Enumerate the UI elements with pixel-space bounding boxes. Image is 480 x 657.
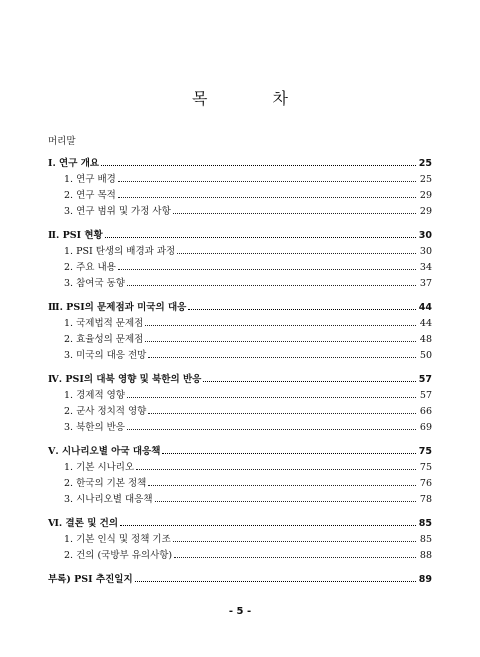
dot-leader xyxy=(148,484,416,486)
toc-section-2 xyxy=(48,227,432,291)
toc-item-label: 2. 건의 (국방부 유의사항) xyxy=(64,550,173,561)
toc-page-number: 30 xyxy=(419,246,432,257)
toc-item xyxy=(48,491,432,507)
toc-heading xyxy=(48,443,432,459)
table-of-contents xyxy=(48,155,432,587)
toc-page-number: 76 xyxy=(419,478,432,489)
toc-page-number: 30 xyxy=(418,230,432,241)
dot-leader xyxy=(148,356,416,358)
toc-page-number: 25 xyxy=(419,174,432,185)
toc-item-label: 3. 북한의 반응 xyxy=(64,422,125,433)
toc-heading xyxy=(48,155,432,171)
toc-heading xyxy=(48,371,432,387)
page-title: 목 차 xyxy=(192,89,318,108)
dot-leader xyxy=(145,340,416,342)
page-footer-number: - 5 - xyxy=(228,606,252,617)
toc-page-number: 89 xyxy=(418,574,432,585)
toc-page-number: 88 xyxy=(419,550,432,561)
toc-item xyxy=(48,331,432,347)
toc-heading-label: Ⅲ. PSI의 문제점과 미국의 대응 xyxy=(48,302,187,313)
toc-item xyxy=(48,243,432,259)
toc-page-number: 48 xyxy=(419,334,432,345)
toc-item xyxy=(48,419,432,435)
dot-leader xyxy=(118,180,416,182)
toc-page-number: 78 xyxy=(419,494,432,505)
toc-item xyxy=(48,531,432,547)
toc-item xyxy=(48,203,432,219)
toc-item-label: 2. 한국의 기본 정책 xyxy=(64,478,147,489)
toc-heading xyxy=(48,227,432,243)
dot-leader xyxy=(105,236,416,238)
toc-page-number: 75 xyxy=(419,462,432,473)
toc-item-label: 2. 군사 정치적 영향 xyxy=(64,406,147,417)
toc-heading-label: 부록) PSI 추진일지 xyxy=(48,574,133,585)
dot-leader xyxy=(135,580,416,582)
toc-item-label: 3. 미국의 대응 전망 xyxy=(64,350,147,361)
toc-item-label: 1. 기본 인식 및 정책 기조 xyxy=(64,534,171,545)
toc-heading xyxy=(48,299,432,315)
toc-page-number: 69 xyxy=(419,422,432,433)
toc-item xyxy=(48,315,432,331)
toc-item-label: 3. 시나리오별 대응책 xyxy=(64,494,153,505)
dot-leader xyxy=(173,540,416,542)
toc-section-4 xyxy=(48,371,432,435)
dot-leader xyxy=(127,396,416,398)
toc-page-number: 50 xyxy=(419,350,432,361)
toc-item-label: 1. 기본 시나리오 xyxy=(64,462,135,473)
toc-item-label: 3. 연구 범위 및 가정 사항 xyxy=(64,206,171,217)
toc-heading-label: Ⅴ. 시나리오별 아국 대응책 xyxy=(48,446,161,457)
dot-leader xyxy=(145,324,416,326)
dot-leader xyxy=(127,428,416,430)
toc-item xyxy=(48,275,432,291)
dot-leader xyxy=(174,556,416,558)
dot-leader xyxy=(127,284,416,286)
toc-page-number: 29 xyxy=(419,190,432,201)
toc-item xyxy=(48,171,432,187)
toc-item xyxy=(48,403,432,419)
toc-page-number: 25 xyxy=(418,158,432,169)
dot-leader xyxy=(118,268,416,270)
toc-section-1 xyxy=(48,155,432,219)
toc-page-number: 44 xyxy=(418,302,432,313)
toc-item xyxy=(48,187,432,203)
toc-page-number: 75 xyxy=(418,446,432,457)
dot-leader xyxy=(177,252,416,254)
toc-item xyxy=(48,387,432,403)
toc-section-6 xyxy=(48,515,432,563)
dot-leader xyxy=(118,196,416,198)
toc-item-label: 2. 주요 내용 xyxy=(64,262,116,273)
toc-item xyxy=(48,475,432,491)
toc-section-5 xyxy=(48,443,432,507)
toc-item-label: 1. 국제법적 문제점 xyxy=(64,318,144,329)
toc-item-label: 1. PSI 탄생의 배경과 과정 xyxy=(64,246,176,257)
dot-leader xyxy=(120,524,416,526)
toc-page-number: 44 xyxy=(419,318,432,329)
toc-page-number: 57 xyxy=(419,390,432,401)
dot-leader xyxy=(148,412,416,414)
toc-page-number: 57 xyxy=(418,374,432,385)
toc-item xyxy=(48,547,432,563)
toc-item-label: 1. 연구 배경 xyxy=(64,174,116,185)
toc-page-number: 85 xyxy=(419,534,432,545)
dot-leader xyxy=(101,164,416,166)
dot-leader xyxy=(162,452,416,454)
dot-leader xyxy=(173,212,416,214)
toc-item xyxy=(48,347,432,363)
toc-heading-label: Ⅳ. PSI의 대북 영향 및 북한의 반응 xyxy=(48,374,202,385)
toc-item-label: 2. 연구 목적 xyxy=(64,190,116,201)
dot-leader xyxy=(136,468,416,470)
toc-page-number: 37 xyxy=(419,278,432,289)
toc-page-number: 29 xyxy=(419,206,432,217)
toc-heading xyxy=(48,515,432,531)
toc-item xyxy=(48,259,432,275)
toc-heading-label: Ⅰ. 연구 개요 xyxy=(48,158,100,169)
toc-item-label: 2. 효율성의 문제점 xyxy=(64,334,144,345)
toc-section-3 xyxy=(48,299,432,363)
toc-heading-label: Ⅵ. 결론 및 건의 xyxy=(48,518,119,529)
toc-page-number: 66 xyxy=(419,406,432,417)
toc-appendix xyxy=(48,571,432,587)
dot-leader xyxy=(155,500,416,502)
toc-item-label: 3. 참여국 동향 xyxy=(64,278,125,289)
dot-leader xyxy=(188,308,416,310)
toc-item-label: 1. 경제적 영향 xyxy=(64,390,125,401)
preface-label: 머리말 xyxy=(48,136,76,147)
toc-page-number: 85 xyxy=(418,518,432,529)
dot-leader xyxy=(203,380,416,382)
toc-heading-label: Ⅱ. PSI 현황 xyxy=(48,230,103,241)
toc-item xyxy=(48,459,432,475)
toc-page-number: 34 xyxy=(419,262,432,273)
